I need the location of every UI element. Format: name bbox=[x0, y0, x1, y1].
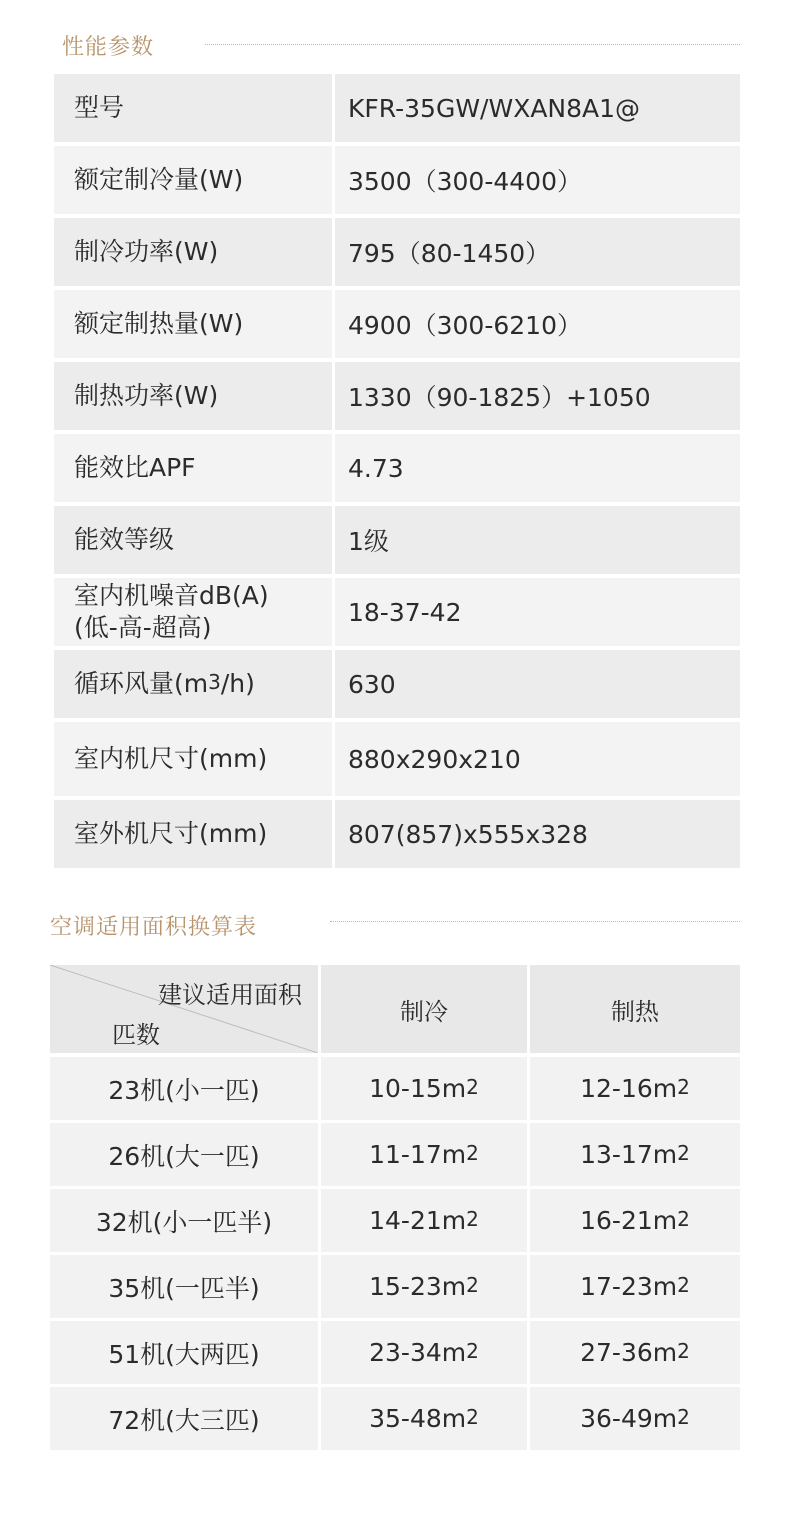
area-row bbox=[50, 1255, 740, 1318]
spec-row-indoor-size bbox=[54, 722, 740, 796]
spec-title-divider bbox=[205, 44, 740, 45]
spec-label bbox=[54, 578, 332, 646]
spec-label: 循环风量(m $^3$ /h) bbox=[74, 669, 255, 698]
area-row bbox=[50, 1189, 740, 1252]
area-row bbox=[50, 1123, 740, 1186]
spec-label: 制热功率(W) bbox=[74, 381, 219, 410]
area-model: 26机(大一匹) bbox=[50, 1123, 318, 1186]
area-heat: 27-36 m $^2$ bbox=[530, 1321, 740, 1384]
area-heat: 16-21 m $^2$ bbox=[530, 1189, 740, 1252]
spec-row-model bbox=[54, 74, 740, 142]
spec-label: 额定制热量(W) bbox=[74, 309, 244, 338]
spec-label: 额定制冷量(W) bbox=[74, 165, 244, 194]
area-cool: 10-15 m $^2$ bbox=[321, 1057, 527, 1120]
spec-value: 18-37-42 bbox=[348, 597, 462, 627]
area-heat: 12-16 m $^2$ bbox=[530, 1057, 740, 1120]
area-row bbox=[50, 1387, 740, 1450]
spec-value: 880x290x210 bbox=[348, 744, 521, 774]
spec-label-line2: (低-高-超高) bbox=[74, 613, 212, 642]
spec-label: 室内机尺寸(mm) bbox=[74, 744, 268, 773]
area-table-header bbox=[50, 965, 740, 1053]
spec-label-tail: /h) bbox=[220, 669, 255, 698]
area-heat: 36-49 m $^2$ bbox=[530, 1387, 740, 1450]
spec-label-line1: 室内机噪音dB(A) bbox=[74, 581, 269, 610]
area-model: 72机(大三匹) bbox=[50, 1387, 318, 1450]
spec-label: 能效等级 bbox=[74, 525, 175, 554]
spec-section-title: 性能参数 bbox=[62, 35, 155, 60]
spec-value: 3500（300-4400） bbox=[348, 167, 582, 196]
spec-value: 630 bbox=[348, 669, 396, 699]
spec-row-indoor-noise bbox=[54, 578, 740, 646]
spec-value: 795（80-1450） bbox=[348, 239, 551, 268]
area-section-title: 空调适用面积换算表 bbox=[50, 915, 258, 940]
spec-label: 制冷功率(W) bbox=[74, 237, 219, 266]
area-model: 35机(一匹半) bbox=[50, 1255, 318, 1318]
area-row bbox=[50, 1321, 740, 1384]
area-model: 32机(小一匹半) bbox=[50, 1189, 318, 1252]
spec-row-cooling-capacity bbox=[54, 146, 740, 214]
area-cool: 11-17 m $^2$ bbox=[321, 1123, 527, 1186]
header-corner-top: 建议适用面积 bbox=[158, 981, 302, 1009]
spec-value: 1330（90-1825）+1050 bbox=[348, 383, 651, 412]
area-model: 51机(大两匹) bbox=[50, 1321, 318, 1384]
spec-row-heating-power bbox=[54, 362, 740, 430]
header-heat: 制热 bbox=[530, 965, 740, 1053]
area-cool: 35-48 m $^2$ bbox=[321, 1387, 527, 1450]
spec-label: 能效比APF bbox=[74, 453, 196, 482]
spec-value: 807(857)x555x328 bbox=[348, 819, 588, 849]
spec-value: 4.73 bbox=[348, 453, 404, 483]
area-row bbox=[50, 1057, 740, 1120]
spec-row-apf bbox=[54, 434, 740, 502]
spec-value: KFR-35GW/WXAN8A1@ bbox=[348, 93, 641, 123]
spec-row-efficiency-grade bbox=[54, 506, 740, 574]
area-heat: 17-23 m $^2$ bbox=[530, 1255, 740, 1318]
spec-row-outdoor-size bbox=[54, 800, 740, 868]
spec-row-airflow bbox=[54, 650, 740, 718]
spec-label: 室外机尺寸(mm) bbox=[74, 819, 268, 848]
spec-row-heating-capacity bbox=[54, 290, 740, 358]
area-cool: 15-23 m $^2$ bbox=[321, 1255, 527, 1318]
spec-value: 1级 bbox=[348, 527, 389, 556]
spec-value: 4900（300-6210） bbox=[348, 311, 582, 340]
header-corner-bottom: 匹数 bbox=[112, 1021, 160, 1049]
header-cool: 制冷 bbox=[321, 965, 527, 1053]
spec-label: 型号 bbox=[74, 93, 125, 122]
spec-row-cooling-power bbox=[54, 218, 740, 286]
area-model: 23机(小一匹) bbox=[50, 1057, 318, 1120]
area-heat: 13-17 m $^2$ bbox=[530, 1123, 740, 1186]
area-cool: 14-21 m $^2$ bbox=[321, 1189, 527, 1252]
area-title-divider bbox=[330, 921, 740, 922]
area-cool: 23-34 m $^2$ bbox=[321, 1321, 527, 1384]
spec-label-text: 循环风量(m bbox=[74, 669, 209, 698]
header-corner-cell bbox=[50, 965, 318, 1053]
